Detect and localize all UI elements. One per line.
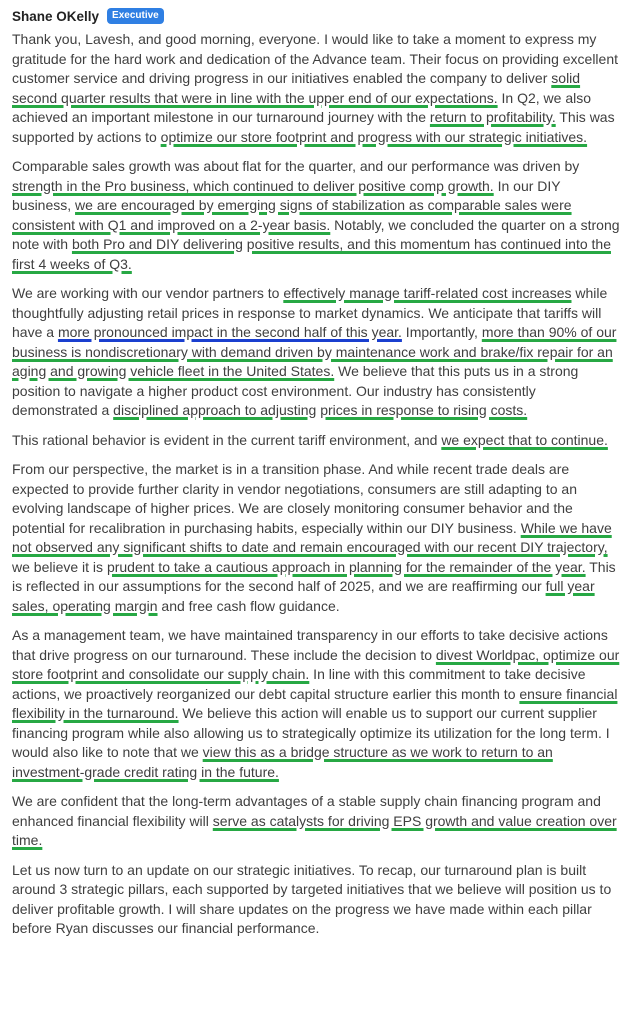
green-highlight-text: we are encouraged by emerging signs of stabilization as comparable sales were consistent with Q1 and improved on a 2-year basis. [12, 197, 572, 233]
green-highlight-text: divest Worldpac, optimize our store footprint and consolidate our supply chain. [12, 646, 620, 682]
transcript-paragraph [12, 30, 620, 147]
paragraph-text: Importantly, [401, 324, 482, 340]
green-highlight-text: serve as catalysts for driving EPS growth and value creation over time. [12, 812, 617, 848]
green-highlight-text: solid second quarter results that were in line with the upper end of our expectations. [12, 70, 581, 106]
green-highlight-text: full year sales, operating margin [12, 578, 595, 614]
paragraph-text: As a management team, we have maintained transparency in our efforts to take decisive actions that drive progress on our turnaround. These include the decision to [12, 627, 608, 663]
paragraph-text: This is reflected in our assumptions for the second half of 2025, and we are reaffirming our [12, 558, 616, 594]
paragraph-text: In our DIY business, [12, 177, 561, 213]
paragraph-text: Let us now turn to an update on our strategic initiatives. To recap, our turnaround plan is built around 3 strategic pillars, each supported by targeted initiatives that we believe will position us to deliver profitable growth. I will share updates on the progress we have made within each pillar before Ryan discusses our financial performance. [12, 861, 612, 936]
paragraph-text: Notably, we concluded the quarter on a strong note with [12, 216, 620, 252]
transcript-paragraph [12, 157, 620, 274]
paragraph-text: and free cash flow guidance. [157, 597, 340, 614]
green-highlight-text: While we have not observed any significant shifts to date and remain encouraged with our recent DIY trajectory, [12, 519, 612, 555]
green-highlight-text: both Pro and DIY delivering positive results, and this momentum has continued into the first 4 weeks of Q3. [12, 236, 611, 272]
green-highlight-text: we expect that to continue. [441, 431, 608, 448]
paragraph-text: This rational behavior is evident in the current tariff environment, and [12, 431, 442, 448]
paragraph-text: We believe this action will enable us to support our current supplier financing program while also allowing us to strategically optimize its utilization for the long term. I would also like to note that we [12, 705, 610, 760]
paragraph-text: while thoughtfully adjusting retail prices in response to market dynamics. We anticipate that tariffs will have a [12, 285, 608, 340]
paragraph-text: We are working with our vendor partners to [12, 285, 284, 301]
speaker-header [12, 6, 621, 26]
paragraph-text: This was supported by actions to [12, 109, 615, 145]
green-highlight-text: disciplined approach to adjusting prices in response to rising costs. [113, 402, 528, 418]
transcript-body [12, 30, 621, 939]
transcript-paragraph [12, 431, 620, 451]
paragraph-text: Comparable sales growth was about flat for the quarter, and our performance was driven by [12, 158, 580, 174]
transcript-paragraph [12, 284, 620, 421]
paragraph-text: From our perspective, the market is in a transition phase. And while recent trade deals are expected to provide further clarity in vendor negotiations, consumers are still adapting to an evolving landscape of higher prices. We are closely monitoring consumer behavior and the potential for recalibration in purchasing habits, especially within our DIY business. [12, 461, 577, 536]
green-highlight-text: view this as a bridge structure as we work to return to an investment-grade credit rating in the future. [12, 744, 553, 780]
paragraph-text: In line with this commitment to take decisive actions, we proactively reorganized our debt capital structure earlier this month to [12, 666, 586, 702]
transcript-paragraph [12, 861, 620, 939]
paragraph-text: we believe it is [12, 558, 107, 575]
transcript-paragraph [12, 460, 620, 616]
role-badge: Executive [107, 8, 164, 24]
transcript-paragraph [12, 626, 620, 782]
paragraph-text: Thank you, Lavesh, and good morning, everyone. I would like to take a moment to express my gratitude for the hard work and dedication of the Advance team. Their focus on providing excellent customer service and driving progress in our initiatives enabled the company to deliver [12, 31, 618, 86]
paragraph-text: In Q2, we also achieved an important milestone in our turnaround journey with the [12, 89, 592, 125]
speaker-name: Shane OKelly [12, 8, 100, 24]
green-highlight-text: effectively manage tariff-related cost increases [283, 285, 572, 301]
green-highlight-text: ensure financial flexibility in the turnaround. [12, 685, 618, 721]
paragraph-text: We are confident that the long-term advantages of a stable supply chain financing program and enhanced financial flexibility will [12, 793, 601, 829]
paragraph-text: We believe that this puts us in a strong position to navigate a higher product cost environment. Our industry has consistently demonstrated a [12, 363, 579, 418]
green-highlight-text: return to profitability. [429, 109, 556, 125]
green-highlight-text: prudent to take a cautious approach in planning for the remainder of the year. [106, 558, 586, 575]
transcript-paragraph [12, 792, 620, 851]
green-highlight-text: more than 90% of our business is nondiscretionary with demand driven by maintenance work and brake/fix repair for an aging and growing vehicle fleet in the United States. [12, 324, 617, 379]
green-highlight-text: strength in the Pro business, which continued to deliver positive comp growth. [12, 177, 494, 194]
blue-highlight-text: more pronounced impact in the second half of this year. [57, 324, 402, 340]
green-highlight-text: optimize our store footprint and progress with our strategic initiatives. [160, 128, 588, 145]
